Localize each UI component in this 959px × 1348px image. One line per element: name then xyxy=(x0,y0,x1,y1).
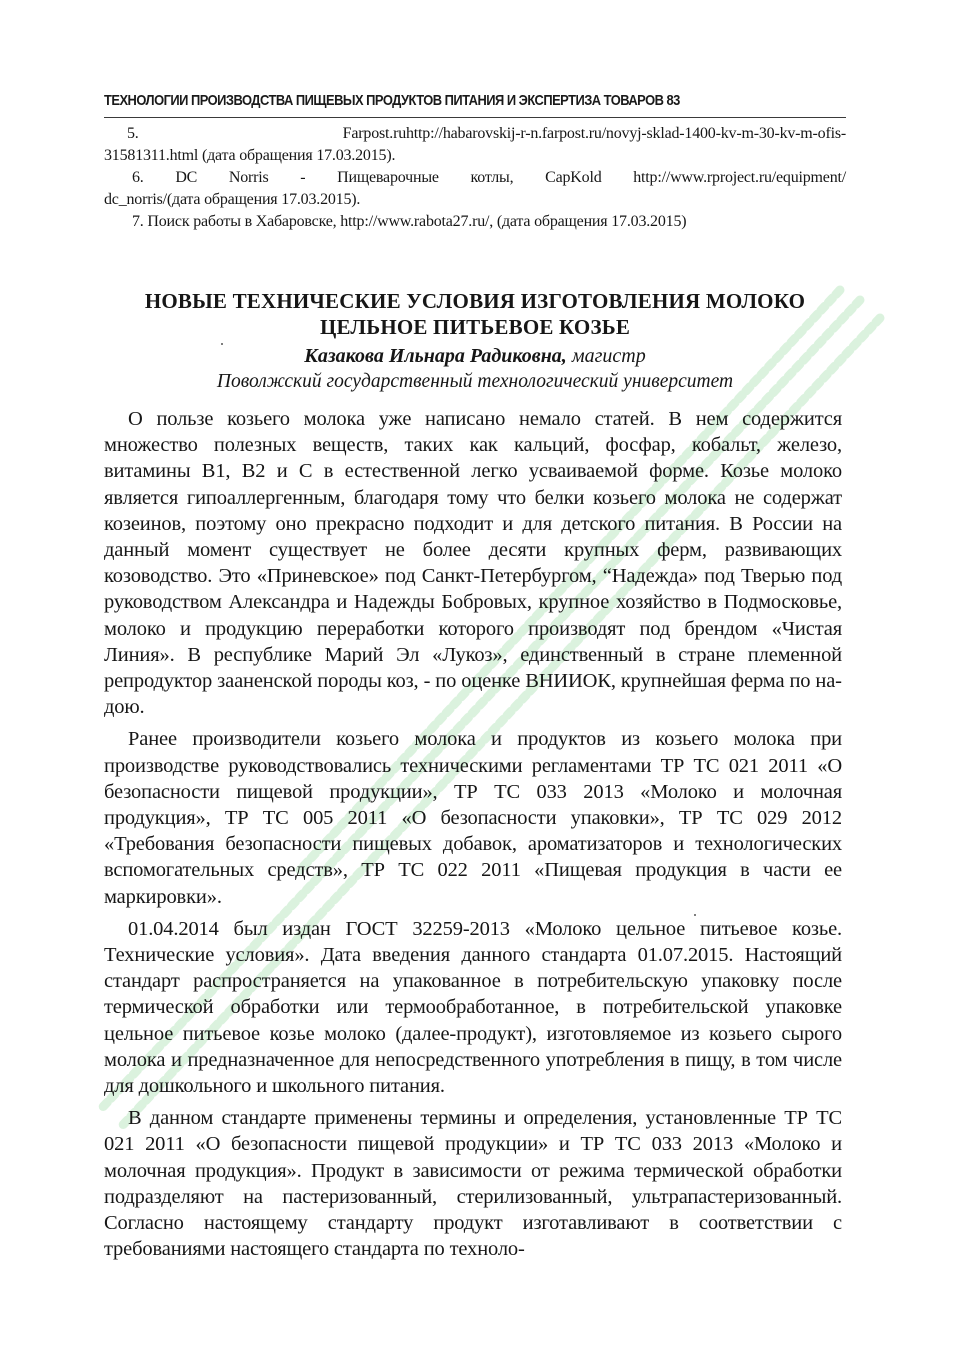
author-line xyxy=(104,344,846,368)
body-paragraph: 01.04.2014 был издан ГОСТ 32259-2013 «Молоко цельное питьевое козье. Технические условия». Дата введения данного стандарта 01.07.2015. Настоящий стандарт распространяется на упакованное в потребительскую упаковку после термической обработки или термообработанное, в потребительской упаковке цельное питьевое козье молоко (далее-продукт), изготовляемое из козьего сырого молока и предназначенное для непосредственного употребления в пищу, в том числе для дошкольного и школьного питания. xyxy=(104,917,842,1098)
reference-item-5-line2: 31581311.html (дата обращения 17.03.2015). xyxy=(104,147,396,164)
reference-item-6-line2: dc_norris/(дата обращения 17.03.2015). xyxy=(104,191,361,208)
scan-speck xyxy=(694,914,696,916)
header-rule xyxy=(104,117,846,118)
body-paragraph: О пользе козьего молока уже написано немало статей. В нем содержится множество полезных веществ, таких как кальций, фосфар, кобальт, железо, витамины B1, B2 и C в естественной легко усваиваемой форме. Козье молоко является гипоаллергенным, благодаря тому что белки козьего молока не содержат козеинов, поэтому оно прекрасно подходит и для детского питания. В России на данный момент существует не более десяти крупных ферм, развивающих козоводство. Это «Приневское» под Санкт-Петербургом, “Надежда» под Тверью под руководством Александра и Надежды Бобровых, крупное хозяйство в Подмосковье, молоко и продукцию переработки которого производят под брендом «Чистая Линия». В республике Марий Эл «Лукоз», единственный в стране племенной репродуктор зааненской породы коз, - по оценке ВНИИОК, крупнейшая ферма по надою. xyxy=(104,408,842,719)
article-title-line1: НОВЫЕ ТЕХНИЧЕСКИЕ УСЛОВИЯ ИЗГОТОВЛЕНИЯ МОЛОКО xyxy=(144,289,806,313)
running-header: ТЕХНОЛОГИИ ПРОИЗВОДСТВА ПИЩЕВЫХ ПРОДУКТОВ ПИТАНИЯ И ЭКСПЕРТИЗА ТОВАРОВ 83 xyxy=(104,92,680,109)
article-title xyxy=(104,288,846,340)
author-name: Казакова Ильнара Радиковна, xyxy=(304,345,567,367)
reference-item-5-line1: 5. Farpost.ruhttp://habarovskij-r-n.farpost.ru/novyj-sklad-1400-kv-m-30-kv-m-ofis- xyxy=(127,125,846,142)
scan-speck xyxy=(221,343,223,345)
reference-list xyxy=(104,123,846,233)
author-degree: магистр xyxy=(571,345,646,367)
body-paragraph: Ранее производители козьего молока и продуктов из козьего молока при производстве руководствовались техническими регламентами ТР ТС 021 2011 «О безопасности пищевой продукции», ТР ТС 033 2013 «Молоко и молочная продукция», ТР ТС 005 2011 «О безопасности упаковки», ТР ТС 029 2012 «Требования безопасности пищевых добавок, ароматизаторов и технологических вспомогательных средств», ТР ТС 022 2011 «Пищевая продукция в части ее маркировки». xyxy=(104,728,842,908)
author-affiliation: Поволжский государственный технологический университет xyxy=(216,371,734,392)
body-paragraph: В данном стандарте применены термины и определения, установленные ТР ТС 021 2011 «О безопасности пищевой продукции» и ТР ТС 033 2013 «Молоко и молочная продукция». Продукт в зависимости от режима термической обработки подразделяют на пастеризованный, стерилизованный, ультрапастеризованный. Согласно настоящему стандарту продукт изготавливают в соответствии с требованиями настоящего стандарта по техноло- xyxy=(104,1107,842,1261)
reference-item-7: 7. Поиск работы в Хабаровске, http://www.rabota27.ru/, (дата обращения 17.03.2015) xyxy=(132,213,687,230)
article-body xyxy=(104,406,842,1269)
article-title-line2: ЦЕЛЬНОЕ ПИТЬЕВОЕ КОЗЬЕ xyxy=(319,315,631,339)
reference-item-6-line1: 6. DC Norris - Пищеварочные котлы, CapKold http://www.rproject.ru/equipment/ xyxy=(132,169,846,186)
